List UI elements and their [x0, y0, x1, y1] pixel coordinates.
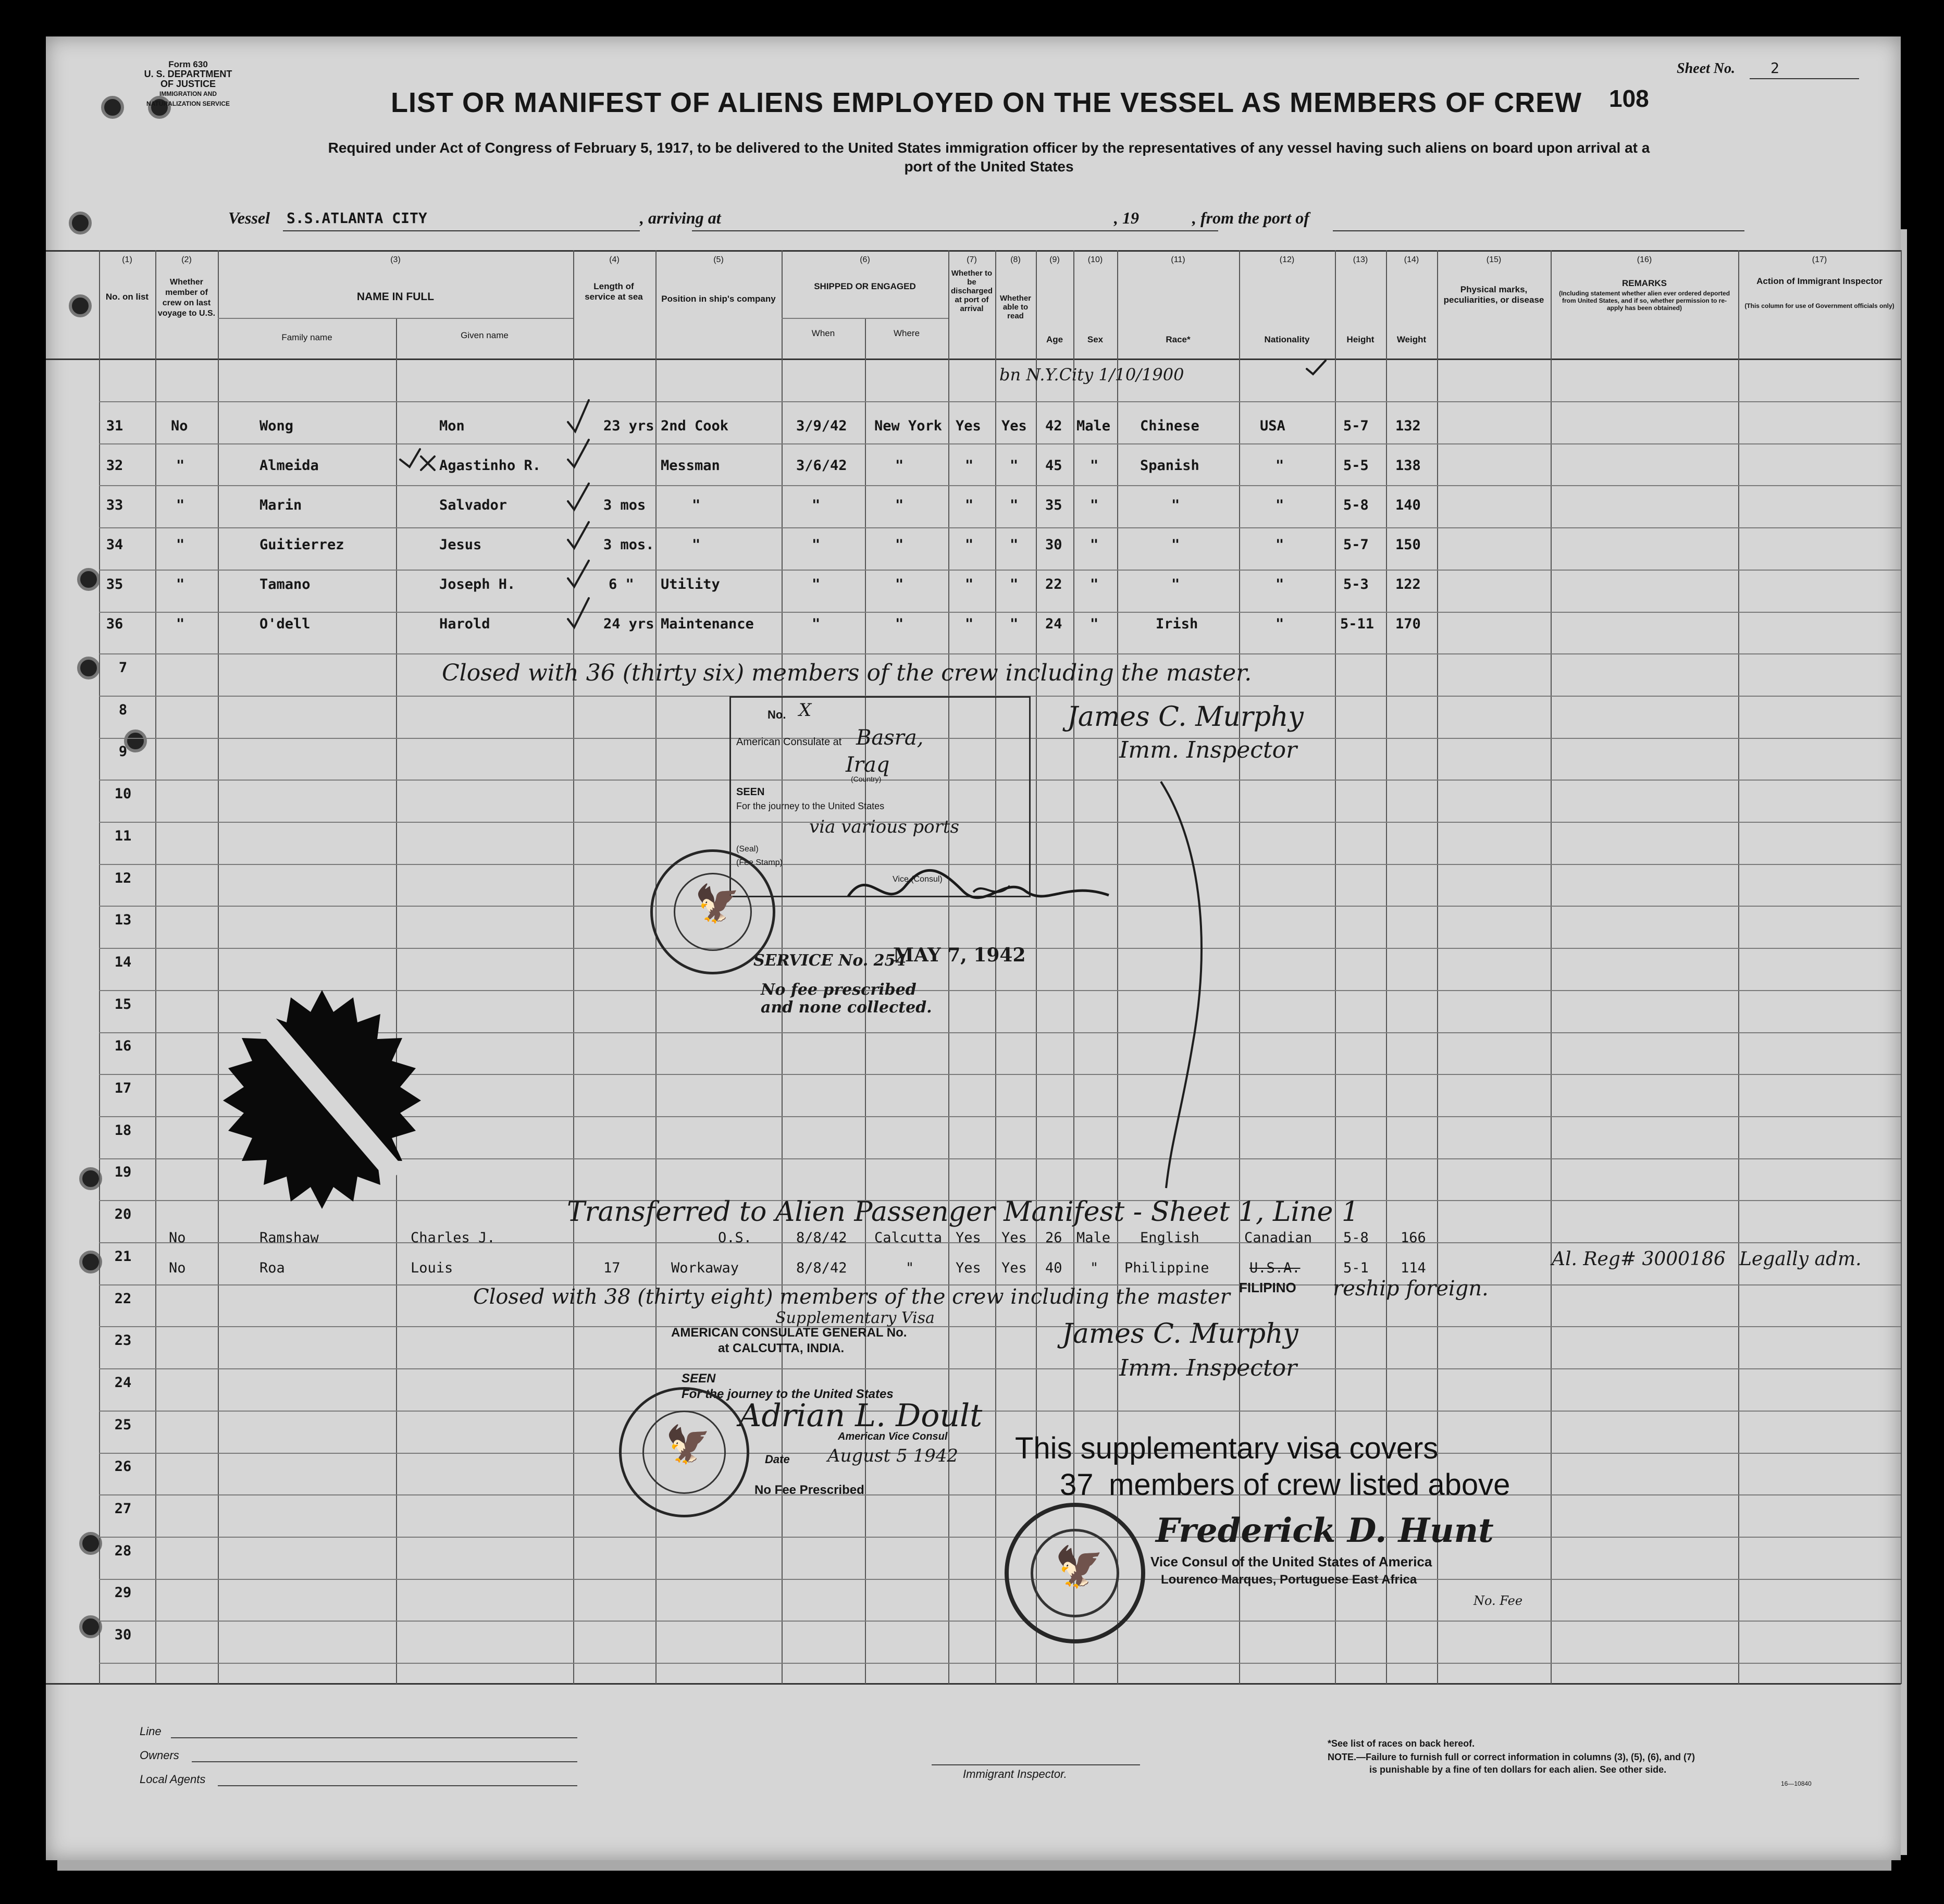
row-age: 22: [1045, 576, 1062, 592]
row-read: ": [1010, 537, 1019, 553]
year-label: , 19: [1114, 208, 1139, 227]
vessel-label: Vessel: [228, 208, 270, 227]
row-nationality: ": [1276, 576, 1284, 592]
lourenco-consulate-seal: [1005, 1503, 1145, 1643]
calcutta-consulate-seal: [619, 1387, 749, 1517]
row-nationality: Canadian: [1244, 1230, 1312, 1246]
row-family-name: Guitierrez: [259, 537, 344, 553]
check-mark: [1307, 361, 1326, 374]
row-nationality: ": [1276, 537, 1284, 553]
row-discharged: Yes: [956, 1230, 981, 1246]
row-sex: ": [1090, 576, 1099, 592]
row-discharged: ": [965, 458, 974, 474]
row-weight: 170: [1395, 616, 1421, 632]
footer-inspector-label: Immigrant Inspector.: [963, 1767, 1067, 1781]
col-num-11: (11): [1171, 255, 1185, 264]
inspector-title-1: Imm. Inspector: [1119, 737, 1297, 763]
row-service: 23 yrs: [603, 418, 654, 434]
row-given-name: Louis: [411, 1260, 453, 1276]
row-where: New York: [874, 418, 943, 434]
line-number: 26: [114, 1458, 132, 1475]
col-num-7: (7): [967, 255, 977, 264]
line-number: 8: [118, 702, 128, 718]
supp-visa-signature: Frederick D. Hunt: [1156, 1511, 1494, 1550]
inspector-title-2: Imm. Inspector: [1119, 1355, 1297, 1381]
col-header-action-note: (This column for use of Government officials only): [1744, 302, 1895, 310]
line-number: 28: [114, 1543, 132, 1559]
row-prev-voyage: No: [169, 1230, 186, 1246]
row-age: 24: [1045, 616, 1062, 632]
eagle-icon: 🦅: [1055, 1546, 1104, 1589]
footer-agents-rule: [218, 1785, 577, 1786]
col-num-2: (2): [181, 255, 192, 264]
row-height: 5-8: [1343, 1230, 1369, 1246]
col-header-height: Height: [1346, 335, 1375, 344]
row-given-name: Salvador: [439, 497, 507, 513]
col-num-3: (3): [390, 255, 401, 264]
form-title: LIST OR MANIFEST OF ALIENS EMPLOYED ON THE VESSEL AS MEMBERS OF CREW: [391, 87, 1582, 118]
row-nationality: ": [1276, 616, 1284, 632]
line-number: 19: [114, 1164, 132, 1180]
footer-note-3: is punishable by a fine of ten dollars for each alien. See other side.: [1369, 1764, 1667, 1775]
row-family-name: Almeida: [259, 458, 319, 474]
row-sex: ": [1090, 1260, 1099, 1276]
row-where: ": [895, 616, 904, 632]
row-discharged: Yes: [956, 1260, 981, 1276]
supp-visa-no-fee: No. Fee: [1474, 1593, 1523, 1608]
basra-via: via various ports: [809, 817, 959, 837]
basra-no-label: No.: [767, 708, 786, 721]
check-mark: [568, 400, 589, 431]
row-where: Calcutta: [874, 1230, 943, 1246]
redacted-seal-sticker: [192, 980, 452, 1219]
row-prev-voyage: ": [176, 458, 185, 474]
closed-note-1: Closed with 36 (thirty six) members of the crew including the master.: [442, 660, 1252, 686]
row-race: ": [1171, 537, 1180, 553]
row-given-name: Mon: [439, 418, 465, 434]
basra-country: Iraq: [846, 753, 890, 777]
supp-visa-line-1: This supplementary visa covers: [1015, 1431, 1439, 1465]
row-weight: 138: [1395, 458, 1421, 474]
line-number: 20: [114, 1206, 132, 1222]
calcutta-seen: SEEN: [682, 1371, 716, 1386]
row-discharged: ": [965, 497, 974, 513]
sheet-number: 2: [1770, 59, 1779, 77]
row-weight: 140: [1395, 497, 1421, 513]
nationality-correction: FILIPINO: [1239, 1280, 1296, 1295]
row-sex: ": [1090, 497, 1099, 513]
birth-annotation: bn N.Y.City 1/10/1900: [999, 365, 1184, 385]
row-service: 3 mos.: [603, 537, 654, 553]
line-number: 12: [114, 870, 132, 886]
row-given-name: Harold: [439, 616, 490, 632]
row-weight: 132: [1395, 418, 1421, 434]
col-num-8: (8): [1010, 255, 1021, 264]
row-read: Yes: [1001, 1230, 1027, 1246]
calcutta-date: August 5 1942: [827, 1445, 958, 1466]
col-num-1: (1): [122, 255, 132, 264]
row-when: ": [812, 497, 821, 513]
line-number: 18: [114, 1122, 132, 1139]
basra-consulate-label: American Consulate at: [736, 736, 842, 748]
footer-line-label: Line: [140, 1725, 162, 1738]
calcutta-role: American Vice Consul: [838, 1431, 948, 1442]
row-sex: Male: [1076, 418, 1111, 434]
basra-fee-stamp: (Fee Stamp): [736, 858, 783, 867]
row-family-name: Tamano: [259, 576, 311, 592]
row-when: ": [812, 537, 821, 553]
row-prev-voyage: ": [176, 576, 185, 592]
col-header-read: Whether able to read: [1000, 294, 1031, 320]
footer-agents-label: Local Agents: [140, 1773, 206, 1786]
row-height: 5-8: [1343, 497, 1369, 513]
subtitle-line-1: Required under Act of Congress of February 5, 1917, to be delivered to the United States immigration officer by the representatives of any vessel having such aliens on board upon arrival at a: [328, 140, 1650, 156]
inspector-signature-1: James C. Murphy: [1067, 701, 1304, 733]
line-number: 21: [114, 1248, 132, 1265]
row-given-name: Joseph H.: [439, 576, 516, 592]
basra-seal-label: (Seal): [736, 845, 759, 854]
col-num-6: (6): [860, 255, 870, 264]
row-race: Irish: [1156, 616, 1198, 632]
line-number: 22: [114, 1291, 132, 1307]
line-number: 23: [114, 1332, 132, 1349]
col-header-length: Length of service at sea: [585, 281, 643, 302]
col-header-member: Whether member of crew on last voyage to U.S.: [157, 278, 216, 318]
eagle-icon: 🦅: [695, 884, 740, 924]
row-height: 5-1: [1343, 1260, 1369, 1276]
row-where: ": [895, 576, 904, 592]
row-read: Yes: [1001, 418, 1027, 434]
row-no: 34: [106, 537, 123, 553]
row-when: 3/9/42: [796, 418, 847, 434]
cross-mark: [421, 456, 435, 470]
line-number: 24: [114, 1375, 132, 1391]
row-age: 45: [1045, 458, 1062, 474]
line-number: 9: [118, 744, 128, 760]
footer-note-2: NOTE.—Failure to furnish full or correct information in columns (3), (5), (6), and (7): [1328, 1752, 1695, 1762]
col-header-weight: Weight: [1396, 335, 1427, 344]
basra-date: MAY 7, 1942: [893, 944, 1026, 966]
row-prev-voyage: ": [176, 497, 185, 513]
row-given-name: Agastinho R.: [439, 458, 541, 474]
col-header-discharged: Whether to be discharged at port of arrival: [950, 269, 993, 313]
col-header-no: No. on list: [105, 292, 149, 302]
row-weight: 114: [1401, 1260, 1426, 1276]
row-nationality: USA: [1260, 418, 1285, 434]
basra-country-hint: (Country): [851, 775, 882, 783]
reship-note: reship foreign.: [1333, 1277, 1489, 1301]
basra-no-fee-1: No fee prescribed: [761, 981, 917, 999]
col-num-9: (9): [1049, 255, 1060, 264]
basra-consulate-seal: [650, 849, 775, 974]
row-sex: ": [1090, 458, 1099, 474]
row-given-name: Jesus: [439, 537, 482, 553]
row-read: ": [1010, 616, 1019, 632]
basra-city: Basra,: [856, 726, 924, 750]
row-discharged: ": [965, 576, 974, 592]
line-number: 17: [114, 1080, 132, 1096]
row-position: Maintenance: [661, 616, 754, 632]
line-number: 15: [114, 996, 132, 1012]
row-weight: 150: [1395, 537, 1421, 553]
basra-no-fee-2: and none collected.: [761, 998, 932, 1017]
row-height: 5-7: [1343, 418, 1369, 434]
col-header-given-name: Given name: [461, 330, 509, 340]
inspector-signature-2: James C. Murphy: [1062, 1318, 1298, 1350]
row-family-name: Marin: [259, 497, 302, 513]
line-number: 27: [114, 1501, 132, 1517]
row-when: 3/6/42: [796, 458, 847, 474]
row-where: ": [895, 497, 904, 513]
service-name: IMMIGRATION AND NATURALIZATION SERVICE: [146, 90, 230, 107]
row-when: 8/8/42: [796, 1260, 847, 1276]
row-discharged: ": [965, 616, 974, 632]
calcutta-supplementary: Supplementary Visa: [775, 1309, 935, 1327]
col-header-shipped: SHIPPED OR ENGAGED: [814, 281, 916, 291]
check-mark: [568, 522, 589, 548]
row-family-name: Roa: [259, 1260, 285, 1276]
supp-visa-role: Vice Consul of the United States of America: [1150, 1554, 1432, 1569]
row-prev-voyage: ": [176, 537, 185, 553]
row-position: O.S.: [718, 1230, 752, 1246]
sheet-label: Sheet No.: [1677, 60, 1735, 77]
row-read: Yes: [1001, 1260, 1027, 1276]
row-read: ": [1010, 458, 1019, 474]
calcutta-journey: For the journey to the United States: [682, 1387, 894, 1401]
col-num-13: (13): [1353, 255, 1368, 264]
page-stamp-number: 108: [1609, 85, 1649, 112]
row-height: 5-11: [1340, 616, 1375, 632]
manifest-sheet: [46, 36, 1901, 1860]
row-family-name: Ramshaw: [259, 1230, 319, 1246]
col-num-5: (5): [713, 255, 724, 264]
basra-no-value: X: [799, 700, 812, 721]
col-num-10: (10): [1087, 255, 1103, 264]
basra-role: Vice (Consul): [893, 875, 943, 884]
footer-owners-label: Owners: [140, 1749, 179, 1762]
check-mark: [568, 440, 589, 467]
col-header-remarks-note: (Including statement whether alien ever ordered deported from United States, and if so, whether permission to re-apply has been obtained): [1558, 290, 1730, 312]
check-mark: [400, 449, 420, 467]
row-no: 33: [106, 497, 123, 513]
row-no: 36: [106, 616, 123, 632]
row-position: Utility: [661, 576, 720, 592]
row-where: ": [895, 537, 904, 553]
arriving-label: , arriving at: [640, 208, 721, 227]
row-prev-voyage: No: [171, 418, 188, 434]
calcutta-consulate: AMERICAN CONSULATE GENERAL No.: [671, 1326, 907, 1340]
row-nationality: ": [1276, 497, 1284, 513]
row-sex: ": [1090, 537, 1099, 553]
row-no: 31: [106, 418, 123, 434]
line-number: 7: [118, 660, 128, 676]
legally-admitted: Legally adm.: [1739, 1248, 1862, 1270]
basra-consul-signature: [838, 855, 1130, 928]
supp-visa-count: 37: [1060, 1468, 1094, 1502]
row-position: Workaway: [671, 1260, 739, 1276]
row-height: 5-5: [1343, 458, 1369, 474]
check-mark: [568, 561, 589, 587]
row-race: Spanish: [1140, 458, 1199, 474]
col-num-16: (16): [1637, 255, 1652, 264]
row-service: 24 yrs: [603, 616, 654, 632]
col-num-4: (4): [609, 255, 620, 264]
row-discharged: Yes: [956, 418, 981, 434]
footer-note-1: *See list of races on back hereof.: [1328, 1738, 1475, 1749]
row-age: 42: [1045, 418, 1062, 434]
col-header-name: NAME IN FULL: [356, 291, 435, 303]
row-race: ": [1171, 576, 1180, 592]
col-header-race: Race*: [1166, 335, 1191, 344]
col-num-12: (12): [1279, 255, 1295, 264]
line-number: 10: [114, 786, 132, 802]
alien-registration: Al. Reg# 3000186: [1552, 1248, 1726, 1270]
row-position: ": [692, 497, 701, 513]
row-where: ": [895, 458, 904, 474]
form-number: Form 630: [168, 59, 208, 69]
line-number: 13: [114, 912, 132, 928]
row-service: 17: [603, 1260, 621, 1276]
line-number: 11: [114, 828, 132, 844]
row-race: Philippine: [1124, 1260, 1209, 1276]
row-when: ": [812, 576, 821, 592]
col-num-14: (14): [1404, 255, 1419, 264]
col-num-17: (17): [1812, 255, 1827, 264]
basra-service-no: SERVICE No. 254: [753, 951, 907, 970]
check-mark: [568, 598, 589, 627]
row-nationality-struck: U.S.A.: [1249, 1260, 1301, 1276]
bracket-line: [1150, 776, 1223, 1193]
row-no: 35: [106, 576, 123, 592]
col-header-age: Age: [1046, 335, 1063, 344]
col-header-remarks: REMARKS: [1622, 278, 1667, 288]
col-header-nationality: Nationality: [1264, 335, 1310, 344]
col-header-sex: Sex: [1087, 335, 1104, 344]
row-service: 3 mos: [603, 497, 646, 513]
col-header-where: Where: [893, 328, 920, 338]
supp-visa-line-2: members of crew listed above: [1109, 1468, 1510, 1502]
row-family-name: Wong: [259, 418, 294, 434]
row-nationality: ": [1276, 458, 1284, 474]
row-read: ": [1010, 576, 1019, 592]
line-number: 29: [114, 1585, 132, 1601]
row-when: ": [812, 616, 821, 632]
col-header-position: Position in ship's company: [661, 294, 776, 304]
col-header-family-name: Family name: [281, 332, 332, 342]
transferred-note: Transferred to Alien Passenger Manifest - Sheet 1, Line 1: [567, 1196, 1359, 1228]
row-age: 30: [1045, 537, 1062, 553]
line-number: 25: [114, 1417, 132, 1433]
eagle-icon: 🦅: [665, 1425, 711, 1465]
row-read: ": [1010, 497, 1019, 513]
row-sex: Male: [1076, 1230, 1111, 1246]
department-name: U. S. DEPARTMENT OF JUSTICE: [144, 69, 232, 89]
row-race: English: [1140, 1230, 1199, 1246]
vessel-name: S.S.ATLANTA CITY: [287, 209, 427, 227]
row-age: 40: [1045, 1260, 1062, 1276]
row-race: Chinese: [1140, 418, 1199, 434]
check-mark: [568, 484, 589, 510]
row-position: Messman: [661, 458, 720, 474]
row-height: 5-3: [1343, 576, 1369, 592]
basra-seen: SEEN: [736, 786, 765, 798]
from-port-label: , from the port of: [1192, 208, 1309, 227]
row-prev-voyage: ": [176, 616, 185, 632]
row-where: ": [906, 1260, 914, 1276]
row-race: ": [1171, 497, 1180, 513]
row-no: 32: [106, 458, 123, 474]
col-divider: [1901, 250, 1902, 1684]
calcutta-no-fee: No Fee Prescribed: [754, 1483, 864, 1497]
col-header-action: Action of Immigrant Inspector: [1756, 276, 1883, 286]
row-position: ": [692, 537, 701, 553]
basra-journey: For the journey to the United States: [736, 801, 885, 811]
closed-note-2: Closed with 38 (thirty eight) members of the crew including the master: [473, 1285, 1230, 1309]
col-header-when: When: [811, 328, 835, 338]
col-num-15: (15): [1486, 255, 1502, 264]
row-age: 26: [1045, 1230, 1062, 1246]
calcutta-date-label: Date: [765, 1453, 790, 1466]
row-weight: 122: [1395, 576, 1421, 592]
row-given-name: Charles J.: [411, 1230, 496, 1246]
row-position: 2nd Cook: [661, 418, 729, 434]
calcutta-signature: Adrian L. Doult: [739, 1398, 983, 1434]
row-when: 8/8/42: [796, 1230, 847, 1246]
row-family-name: O'dell: [259, 616, 311, 632]
col-header-physical: Physical marks, peculiarities, or disease: [1443, 285, 1544, 305]
subtitle-line-2: port of the United States: [904, 158, 1074, 175]
line-number: 16: [114, 1038, 132, 1054]
footer-line-rule: [171, 1737, 577, 1738]
row-service: 6 ": [609, 576, 634, 592]
footer-owners-rule: [192, 1761, 577, 1762]
row-age: 35: [1045, 497, 1062, 513]
row-weight: 166: [1401, 1230, 1426, 1246]
row-height: 5-7: [1343, 537, 1369, 553]
supp-visa-place: Lourenco Marques, Portuguese East Africa: [1161, 1573, 1417, 1587]
footer-code: 16—10840: [1781, 1780, 1812, 1787]
row-discharged: ": [965, 537, 974, 553]
line-number: 30: [114, 1627, 132, 1643]
line-number: 14: [114, 954, 132, 970]
row-prev-voyage: No: [169, 1260, 186, 1276]
row-sex: ": [1090, 616, 1099, 632]
calcutta-city: at CALCUTTA, INDIA.: [718, 1341, 845, 1355]
inspector-sign-rule: [932, 1764, 1140, 1765]
